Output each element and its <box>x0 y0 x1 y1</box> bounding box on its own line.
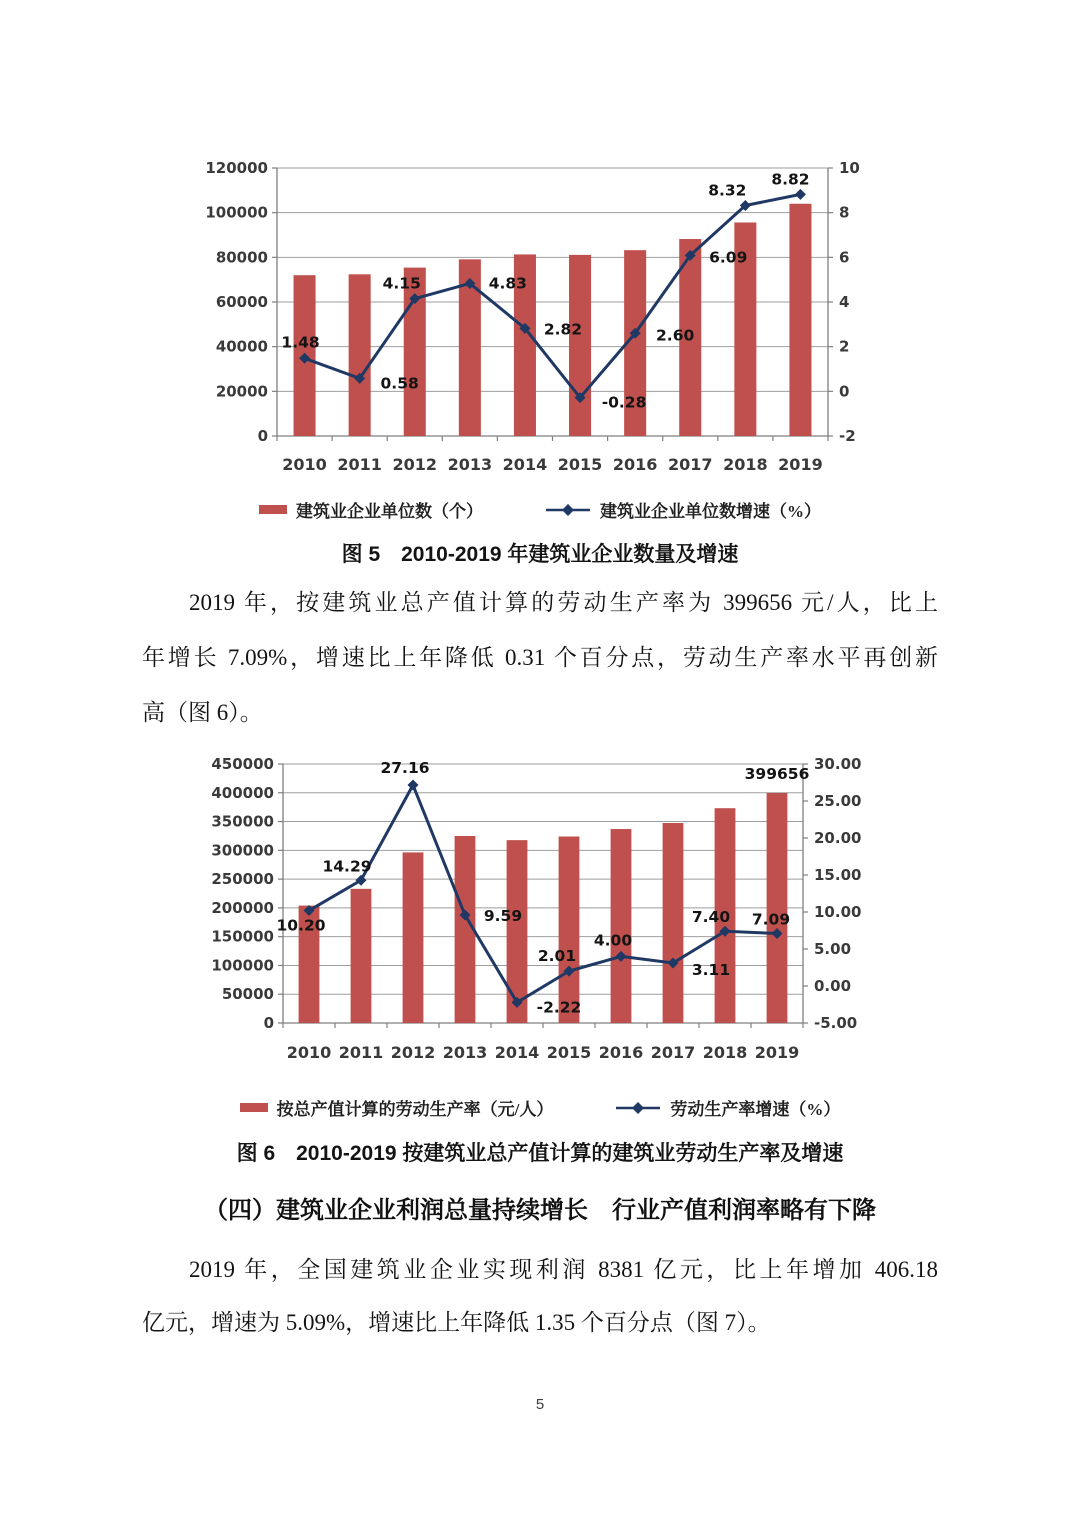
legend-label: 劳动生产率增速（%） <box>670 1100 841 1119</box>
right-axis-tick-label: -5.00 <box>814 1014 858 1032</box>
right-axis-tick-label: 6 <box>839 248 850 267</box>
fig5-svg <box>170 150 940 485</box>
left-axis-tick-label: 450000 <box>211 755 274 773</box>
right-axis-tick-label: 10.00 <box>814 903 862 921</box>
left-axis-tick-label: 80000 <box>215 248 268 267</box>
left-axis-tick-label: 0 <box>263 1014 274 1032</box>
line-data-label: 27.16 <box>380 759 430 778</box>
right-axis-tick-label: -2 <box>839 427 856 445</box>
x-axis-label: 2018 <box>723 455 768 474</box>
right-axis-tick-label: 5.00 <box>814 940 852 958</box>
line-data-label: 4.83 <box>488 274 527 293</box>
line-data-label: 7.09 <box>751 910 791 929</box>
line-data-label: -2.22 <box>536 998 582 1017</box>
x-axis-label: 2013 <box>442 1043 488 1062</box>
left-axis-tick-label: 150000 <box>211 927 274 946</box>
x-axis-label: 2012 <box>390 1043 436 1062</box>
page-number: 5 <box>535 1396 545 1413</box>
figure5-legend <box>0 497 1080 522</box>
left-axis-tick-label: 60000 <box>215 293 268 311</box>
bar <box>507 840 528 1023</box>
right-axis-tick-label: 30.00 <box>814 755 862 773</box>
legend-item-bar <box>240 1095 554 1120</box>
left-axis-tick-label: 100000 <box>205 203 268 222</box>
bar <box>351 889 372 1023</box>
right-axis-tick-label: 0.00 <box>814 977 852 995</box>
x-axis-label: 2017 <box>667 455 713 474</box>
figure5-caption: 图 5 2010-2019 年建筑业企业数量及增速 <box>341 543 739 566</box>
x-axis-label: 2015 <box>546 1043 592 1062</box>
paragraph-1 <box>142 575 938 740</box>
x-axis-label: 2011 <box>337 455 382 474</box>
bar-series-swatch-icon <box>240 1103 268 1112</box>
right-axis-tick-label: 8 <box>839 203 850 222</box>
figure6-caption: 图 6 2010-2019 按建筑业总产值计算的建筑业劳动生产率及增速 <box>236 1142 844 1165</box>
line-series-swatch-icon <box>545 503 591 517</box>
right-axis-tick-label: 25.00 <box>814 792 862 810</box>
left-axis-tick-label: 120000 <box>205 159 268 177</box>
line-data-label: 8.82 <box>771 170 810 189</box>
figure6-legend <box>0 1095 1080 1120</box>
x-axis-label: 2012 <box>392 455 438 474</box>
left-axis-tick-label: 200000 <box>211 898 274 917</box>
right-axis-tick-label: 10 <box>839 159 860 177</box>
x-axis-label: 2014 <box>494 1043 540 1062</box>
paragraph-line: 2019 年，按建筑业总产值计算的劳动生产率为 399656 元/人，比上 <box>189 590 938 615</box>
x-axis-label: 2011 <box>338 1043 384 1062</box>
line-data-label: 4.15 <box>382 274 421 293</box>
legend-label: 按总产值计算的劳动生产率（元/人） <box>276 1100 554 1119</box>
line-data-label: 8.32 <box>708 181 747 200</box>
bar <box>349 274 371 436</box>
line-data-label: 4.00 <box>593 931 633 950</box>
x-axis-label: 2013 <box>447 455 493 474</box>
paragraph-line: 年增长 7.09%，增速比上年降低 0.31 个百分点，劳动生产率水平再创新 <box>142 645 938 670</box>
figure5-chart <box>170 150 940 485</box>
line-data-label: 10.20 <box>276 916 326 935</box>
legend-label: 建筑业企业单位数（个） <box>296 502 483 521</box>
bar <box>663 823 684 1023</box>
line-data-label: 0.58 <box>380 374 419 393</box>
bar <box>611 829 632 1023</box>
left-axis-tick-label: 40000 <box>215 337 268 356</box>
left-axis-tick-label: 300000 <box>211 841 274 860</box>
line-data-label: 2.01 <box>537 947 577 966</box>
bar-annotation-label: 399656 <box>744 764 810 783</box>
line-data-label: 1.48 <box>281 333 320 352</box>
bar-series-swatch-icon <box>259 505 287 514</box>
line-data-label: 6.09 <box>709 248 748 267</box>
bar <box>559 837 580 1023</box>
right-axis-tick-label: 0 <box>839 382 850 401</box>
left-axis-tick-label: 20000 <box>215 382 268 401</box>
right-axis-tick-label: 20.00 <box>814 829 862 847</box>
left-axis-tick-label: 250000 <box>211 870 274 889</box>
paragraph-line: 2019 年，全国建筑业企业实现利润 8381 亿元，比上年增加 406.18 <box>189 1257 938 1282</box>
left-axis-tick-label: 400000 <box>211 783 274 802</box>
x-axis-label: 2018 <box>702 1043 748 1062</box>
section-heading: （四）建筑业企业利润总量持续增长 行业产值利润率略有下降 <box>204 1197 876 1224</box>
line-data-label: 7.40 <box>691 908 731 927</box>
diamond-marker <box>795 189 806 200</box>
legend-item-bar <box>259 497 483 522</box>
fig6-svg <box>170 745 940 1075</box>
bar <box>789 204 811 436</box>
line-data-label: 2.60 <box>656 326 695 345</box>
bar <box>767 793 788 1023</box>
right-axis-tick-label: 15.00 <box>814 866 862 884</box>
legend-item-line <box>545 497 821 522</box>
left-axis-tick-label: 0 <box>257 427 268 445</box>
paragraph-line: 亿元，增速为 5.09%，增速比上年降低 1.35 个百分点（图 7）。 <box>142 1310 771 1335</box>
bar <box>569 255 591 436</box>
paragraph-2 <box>142 1243 938 1349</box>
figure6-chart <box>170 745 940 1075</box>
x-axis-label: 2010 <box>286 1043 332 1062</box>
line-data-label: -0.28 <box>601 393 647 412</box>
left-axis-tick-label: 350000 <box>211 812 274 831</box>
x-axis-label: 2019 <box>778 455 823 474</box>
right-axis-tick-label: 2 <box>839 337 850 356</box>
legend-item-line <box>615 1095 840 1120</box>
line-data-label: 9.59 <box>483 907 523 926</box>
line-data-label: 14.29 <box>322 857 372 876</box>
left-axis-tick-label: 50000 <box>221 985 274 1004</box>
x-axis-label: 2016 <box>598 1043 644 1062</box>
x-axis-label: 2010 <box>282 455 327 474</box>
left-axis-tick-label: 100000 <box>211 956 274 975</box>
x-axis-label: 2015 <box>557 455 603 474</box>
paragraph-line: 高（图 6）。 <box>142 700 263 725</box>
right-axis-tick-label: 4 <box>839 293 850 311</box>
bar <box>404 268 426 436</box>
x-axis-label: 2019 <box>754 1043 800 1062</box>
legend-label: 建筑业企业单位数增速（%） <box>600 502 821 521</box>
x-axis-label: 2014 <box>502 455 548 474</box>
x-axis-label: 2016 <box>612 455 658 474</box>
line-data-label: 2.82 <box>543 320 583 339</box>
x-axis-label: 2017 <box>650 1043 696 1062</box>
line-series-swatch-icon <box>615 1101 661 1115</box>
diamond-marker <box>408 780 419 791</box>
growth-line <box>305 194 801 397</box>
line-data-label: 3.11 <box>691 960 731 979</box>
bar <box>403 852 424 1023</box>
